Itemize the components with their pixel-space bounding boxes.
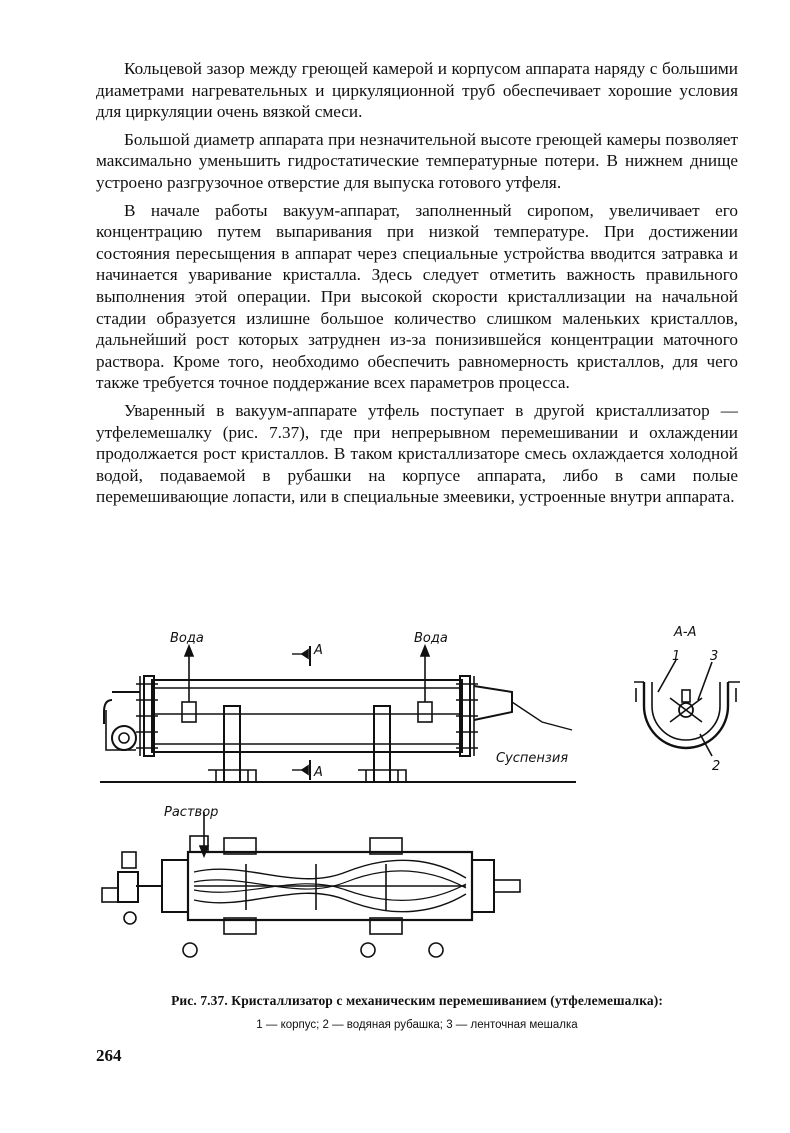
paragraph-3: В начале работы вакуум-аппарат, заполненный сиропом, увеличивает его концентрацию путем выпаривания при низкой температуре. При достижении состояния пересыщения в аппарат через специальные устройства вводится затравка и начинается уваривание кристалла. Здесь следует отметить важность правильного выполнения этой операции. При высокой скорости кристаллизации на начальной стадии образуется излишне большое количество слишком маленьких кристаллов, дальнейший рост которых затруднен из-за понизившейся концентрации маточного раствора. Кроме того, необходимо обеспечить равномерность кристаллов, для чего также требуется точное поддержание всех параметров процесса.: [96, 200, 738, 393]
body-text: [96, 58, 738, 514]
caption-title: Рис. 7.37. Кристаллизатор с механическим перемешиванием (утфелемешалка):: [171, 993, 663, 1008]
crystallizer-figure: [96, 620, 746, 980]
caption-legend: 1 — корпус; 2 — водяная рубашка; 3 — ленточная мешалка: [256, 1019, 578, 1031]
label-suspension: Суспензия: [496, 751, 569, 766]
label-solution: Раствор: [164, 805, 219, 820]
label-section-view: А-А: [674, 625, 697, 640]
label-section-top: А: [314, 643, 323, 658]
label-num-2: 2: [712, 759, 721, 774]
page-number: 264: [96, 1046, 122, 1065]
label-water-left: Вода: [170, 631, 204, 646]
plan-view: [102, 812, 520, 957]
label-water-right: Вода: [414, 631, 448, 646]
paragraph-2: Большой диаметр аппарата при незначительной высоте греющей камеры позволяет максимально уменьшить гидростатические температурные потери. В нижнем днище устроено разгрузочное отверстие для выпуска готового утфеля.: [96, 129, 738, 192]
section-view: [634, 660, 740, 756]
figure-caption: [96, 993, 738, 1031]
label-section-bottom: А: [314, 765, 323, 780]
paragraph-1: Кольцевой зазор между греющей камерой и корпусом аппарата наряду с большими диаметрами нагревательных и циркуляционной труб обеспечивает хорошие условия для циркуляции очень вязкой смеси.: [96, 59, 738, 122]
crystallizer-drawing: [96, 620, 746, 980]
label-num-3: 3: [710, 649, 719, 664]
label-num-1: 1: [672, 649, 681, 664]
paragraph-4: Уваренный в вакуум-аппарате утфель поступает в другой кристаллизатор — утфелемешалку (рис. 7.37), где при непрерывном перемешивании и охлаждении продолжается рост кристаллов. В таком кристаллизаторе смесь охлаждается холодной водой, подаваемой в рубашки на корпусе аппарата, либо в сами полые перемешивающие лопасти, или в специальные змеевики, устроенные внутри аппарата.: [96, 400, 738, 507]
